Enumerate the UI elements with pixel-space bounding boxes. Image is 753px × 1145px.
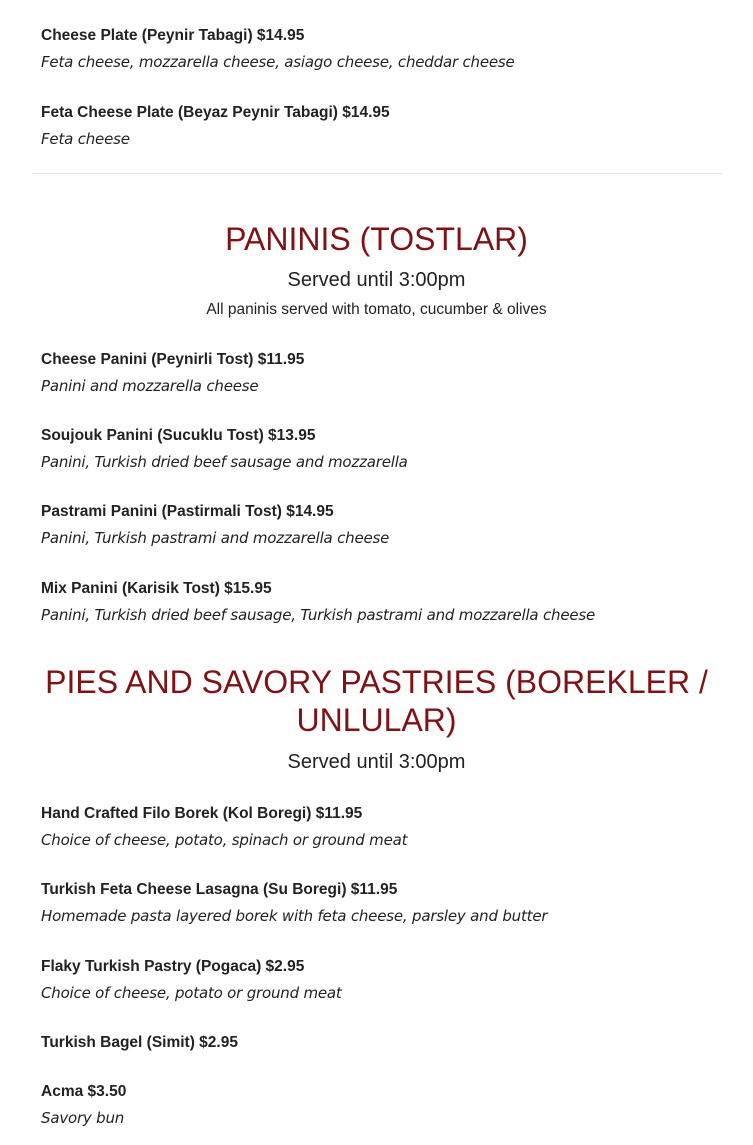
menu-item (41, 880, 547, 926)
menu-item (41, 426, 408, 472)
item-name: Mix Panini (Karisik Tost) $15.95 (41, 580, 272, 597)
item-name: Pastrami Panini (Pastirmali Tost) $14.95 (41, 503, 334, 520)
item-description: Feta cheese (41, 130, 130, 148)
menu-item (41, 26, 515, 72)
item-description: Panini, Turkish dried beef sausage and mozzarella (41, 453, 408, 471)
item-description: Panini, Turkish pastrami and mozzarella cheese (41, 529, 390, 547)
item-name: Acma $3.50 (41, 1083, 127, 1100)
menu-item (41, 957, 342, 1003)
menu-item (41, 804, 407, 850)
item-name: Cheese Plate (Peynir Tabagi) $14.95 (41, 27, 305, 44)
item-description: Panini and mozzarella cheese (41, 377, 259, 395)
served-until: Served until 3:00pm (287, 751, 466, 773)
menu-item (41, 1033, 238, 1052)
menu-item (41, 502, 389, 548)
menu-item (41, 1082, 126, 1128)
item-name: Turkish Bagel (Simit) $2.95 (41, 1034, 238, 1051)
section-title-line: UNLULAR) (296, 702, 457, 738)
section-title-line: PIES AND SAVORY PASTRIES (BOREKLER / (45, 664, 708, 700)
item-description: Homemade pasta layered borek with feta cheese, parsley and butter (41, 907, 548, 925)
served-until: Served until 3:00pm (287, 269, 466, 291)
item-name: Cheese Panini (Peynirli Tost) $11.95 (41, 351, 305, 368)
menu-item (41, 350, 304, 396)
item-description: Feta cheese, mozzarella cheese, asiago cheese, cheddar cheese (41, 53, 515, 71)
item-description: Choice of cheese, potato or ground meat (41, 984, 342, 1002)
section-title-pies (20, 663, 733, 739)
menu-item (41, 103, 390, 149)
item-name: Hand Crafted Filo Borek (Kol Boregi) $11.95 (41, 805, 363, 822)
item-name: Turkish Feta Cheese Lasagna (Su Boregi) $11.95 (41, 881, 398, 898)
item-description: Panini, Turkish dried beef sausage, Turkish pastrami and mozzarella cheese (41, 606, 596, 624)
section-divider (32, 173, 722, 174)
menu-item (41, 579, 595, 625)
section-title-paninis: PANINIS (TOSTLAR) (225, 221, 528, 257)
section-note: All paninis served with tomato, cucumber & olives (206, 301, 547, 318)
item-name: Feta Cheese Plate (Beyaz Peynir Tabagi) $14.95 (41, 104, 390, 121)
item-description: Savory bun (41, 1109, 125, 1127)
item-name: Soujouk Panini (Sucuklu Tost) $13.95 (41, 427, 316, 444)
item-name: Flaky Turkish Pastry (Pogaca) $2.95 (41, 958, 305, 975)
item-description: Choice of cheese, potato, spinach or ground meat (41, 831, 408, 849)
